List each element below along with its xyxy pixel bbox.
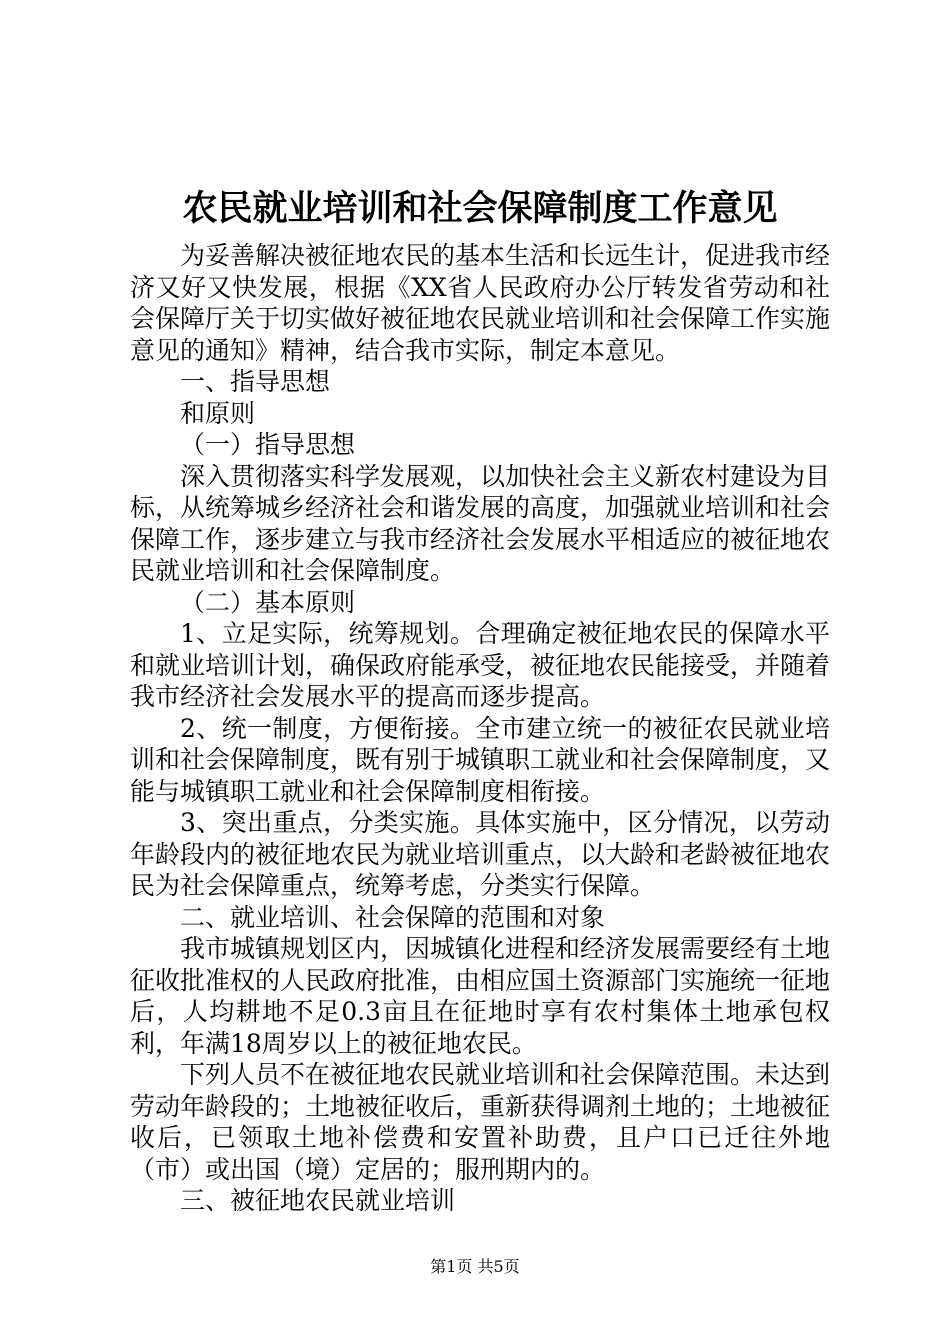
- section-heading-1-continued: 和原则: [180, 398, 256, 428]
- document-page: [130, 184, 830, 1217]
- guiding-paragraph: 深入贯彻落实科学发展观，以加快社会主义新农村建设为目标，从统筹城乡经济社会和谐发展的高度，加强就业培训和社会保障工作，逐步建立与我市经济社会发展水平相适应的被征地农民就业培训和社会保障制度。: [130, 461, 831, 585]
- intro-paragraph: 为妥善解决被征地农民的基本生活和长远生计，促进我市经济又好又快发展，根据《XX省人民政府办公厅转发省劳动和社会保障厅关于切实做好被征地农民就业培训和社会保障工作实施意见的通知》精神，结合我市实际，制定本意见。: [130, 241, 831, 365]
- subsection-heading-principles: （二）基本原则: [180, 587, 356, 617]
- document-title: 农民就业培训和社会保障制度工作意见: [182, 189, 778, 229]
- section-heading-1: 一、指导思想: [180, 367, 331, 396]
- subsection-heading-guiding: （一）指导思想: [180, 430, 356, 459]
- page-footer: 第1页 共5页: [430, 1257, 520, 1276]
- section-heading-3: 三、被征地农民就业培训: [180, 1186, 456, 1215]
- principle-2-paragraph: 2、统一制度，方便衔接。全市建立统一的被征农民就业培训和社会保障制度，既有别于城镇职工就业和社会保障制度，又能与城镇职工就业和社会保障制度相衔接。: [130, 713, 831, 806]
- principle-1-paragraph: 1、立足实际，统筹规划。合理确定被征地农民的保障水平和就业培训计划，确保政府能承受，被征地农民能接受，并随着我市经济社会发展水平的提高而逐步提高。: [130, 619, 831, 711]
- exclusion-paragraph: 下列人员不在被征地农民就业培训和社会保障范围。未达到劳动年龄段的；土地被征收后，重新获得调剂土地的；土地被征收后，已领取土地补偿费和安置补助费，且户口已迁往外地（市）或出国（境）定居的；服刑期内的。: [130, 1060, 831, 1184]
- section-heading-2: 二、就业培训、社会保障的范围和对象: [180, 902, 606, 932]
- scope-paragraph: 我市城镇规划区内，因城镇化进程和经济发展需要经有土地征收批准权的人民政府批准，由相应国土资源部门实施统一征地后，人均耕地不足0.3亩且在征地时享有农村集体土地承包权利，年满18周岁以上的被征地农民。: [130, 934, 831, 1058]
- principle-3-paragraph: 3、突出重点，分类实施。具体实施中，区分情况，以劳动年龄段内的被征地农民为就业培训重点，以大龄和老龄被征地农民为社会保障重点，统筹考虑，分类实行保障。: [130, 808, 831, 900]
